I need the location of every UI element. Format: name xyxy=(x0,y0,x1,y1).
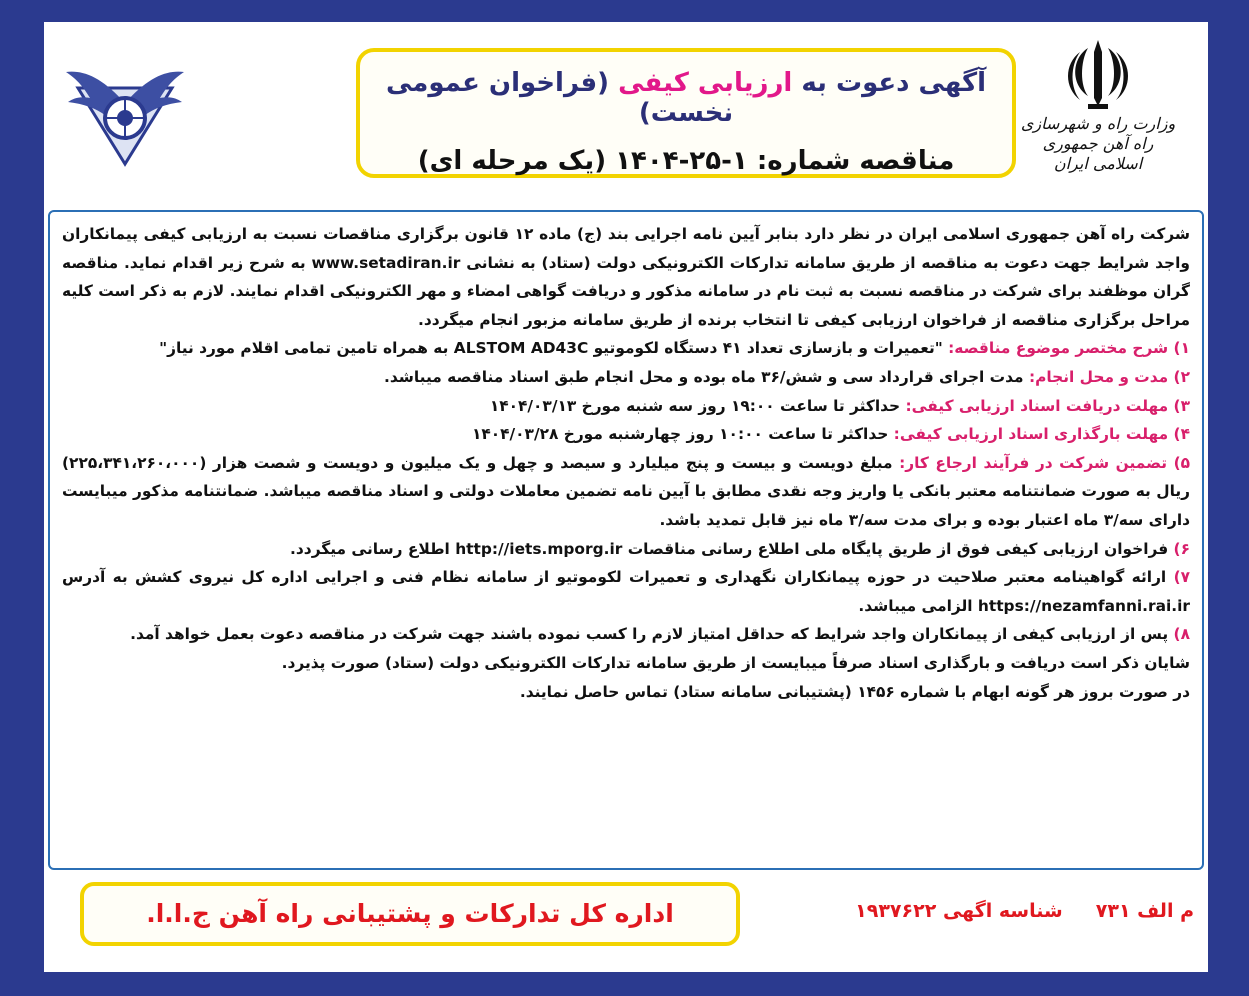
railway-winged-wheel-logo-icon xyxy=(60,46,190,176)
item-iets: ۶) فراخوان ارزیابی کیفی فوق از طریق پایگاه ملی اطلاع رسانی مناقصات http://iets.mporg.ir اطلاع رسانی میگردد. xyxy=(290,539,1190,558)
intro-paragraph: شرکت راه آهن جمهوری اسلامی ایران در نظر دارد بنابر آیین نامه اجرایی بند (ج) ماده ۱۲ قانون برگزاری مناقصات نسبت به ارزیابی کیفی پیمانکاران واجد شرایط جهت دعوت به مناقصه از طریق سامانه تدارکات الکترونیکی دولت (ستاد) به نشانی www.setadiran.ir به شرح زیر اقدام نماید. مناقصه گران موظفند برای شرکت در مناقصه نسبت به ثبت نام در سامانه مذکور و دریافت گواهی امضاء و مهر الکترونیکی اقدام نمایند. لازم به ذکر است کلیه مراحل برگزاری مناقصه از فراخوان ارزیابی کیفی تا انتخاب برنده از طریق سامانه مزبور انجام میگردد. xyxy=(62,225,1190,329)
iets-link[interactable]: http://iets.mporg.ir xyxy=(455,539,623,558)
ad-code: م الف ۷۳۱ xyxy=(1095,900,1194,922)
closing-line-2: در صورت بروز هر گونه ابهام با شماره ۱۴۵۶ (پشتیبانی سامانه ستاد) تماس حاصل نمایند. xyxy=(519,682,1190,701)
item-guarantee: ۵) تضمین شرکت در فرآیند ارجاع کار: مبلغ دویست و بیست و پنج میلیارد و سیصد و چهل و یک میلیون و دویست و شصت هزار (۲۲۵،۳۴۱،۲۶۰،۰۰۰) ریال به صورت ضمانتنامه معتبر بانکی یا واریز وجه نقدی مطابق با آیین نامه تضمین معاملات دولتی و اسناد مناقصه میباشد. ضمانتنامه مذکور میبایست دارای سه/۳ ماه اعتبار بوده و برای مدت سه/۳ ماه نیز قابل تمدید باشد. xyxy=(62,453,1191,529)
ministry-block xyxy=(1018,34,1178,204)
header xyxy=(44,22,1208,212)
title-prefix: آگهی دعوت به xyxy=(792,68,987,98)
item-invitation: ۸) پس از ارزیابی کیفی از پیمانکاران واجد شرایط که حداقل امتیاز لازم را کسب نموده باشند جهت شرکت در مناقصه دعوت بعمل خواهد آمد. xyxy=(130,625,1190,644)
setad-link[interactable]: www.setadiran.ir xyxy=(311,253,461,272)
notice-title xyxy=(360,68,1012,128)
title-accent: ارزیابی کیفی xyxy=(618,68,793,98)
tender-number: مناقصه شماره: ۱-۲۵-۱۴۰۴ (یک مرحله ای) xyxy=(417,146,955,176)
ad-id-label: شناسه اگهی xyxy=(942,900,1063,922)
locomotive-model: ALSTOM AD43C xyxy=(453,339,589,358)
iran-emblem-icon xyxy=(1058,34,1138,114)
title-box xyxy=(356,48,1016,178)
item-certificate: ۷) ارائه گواهینامه معتبر صلاحیت در حوزه پیمانکاران نگهداری و تعمیرات لکوموتیو از سامانه نظام فنی و اجرایی اداره کل نیروی کشش به آدرس https://nezamfanni.rai.ir الزامی میباشد. xyxy=(62,568,1191,615)
item-upload-deadline: ۴) مهلت بارگذاری اسناد ارزیابی کیفی: حداکثر تا ساعت ۱۰:۰۰ روز چهارشنبه مورخ ۱۴۰۴/۰۳/۲۸ xyxy=(471,425,1190,444)
railway-name: راه آهن جمهوری اسلامی ایران xyxy=(1042,134,1154,173)
notice-frame xyxy=(36,14,1216,980)
department-box: اداره کل تدارکات و پشتیبانی راه آهن ج.ا.ا. xyxy=(80,882,740,946)
item-receive-deadline: ۳) مهلت دریافت اسناد ارزیابی کیفی: حداکثر تا ساعت ۱۹:۰۰ روز سه شنبه مورخ ۱۴۰۴/۰۳/۱۳ xyxy=(489,396,1190,415)
closing-line-1: شایان ذکر است دریافت و بارگذاری اسناد صرفاً میبایست از طریق سامانه تدارکات الکترونیکی دولت (ستاد) صورت پذیرد. xyxy=(281,653,1190,672)
title-suffix: (فراخوان عمومی نخست) xyxy=(385,68,734,128)
notice-body xyxy=(48,210,1204,870)
nezamfanni-link[interactable]: https://nezamfanni.rai.ir xyxy=(977,596,1190,615)
ad-id-value: ۱۹۳۷۶۲۲ xyxy=(855,900,937,922)
item-subject: ۱) شرح مختصر موضوع مناقصه: "تعمیرات و بازسازی تعداد ۴۱ دستگاه لکوموتیو ALSTOM AD43C به همراه تامین تمامی اقلام مورد نیاز" xyxy=(159,339,1190,358)
ministry-name: وزارت راه و شهرسازی xyxy=(1020,114,1176,133)
ad-identifier xyxy=(824,900,1194,930)
item-duration: ۲) مدت و محل انجام: مدت اجرای قرارداد سی و شش/۳۶ ماه بوده و محل انجام طبق اسناد مناقصه میباشد. xyxy=(384,367,1190,386)
railway-logo xyxy=(60,46,190,176)
